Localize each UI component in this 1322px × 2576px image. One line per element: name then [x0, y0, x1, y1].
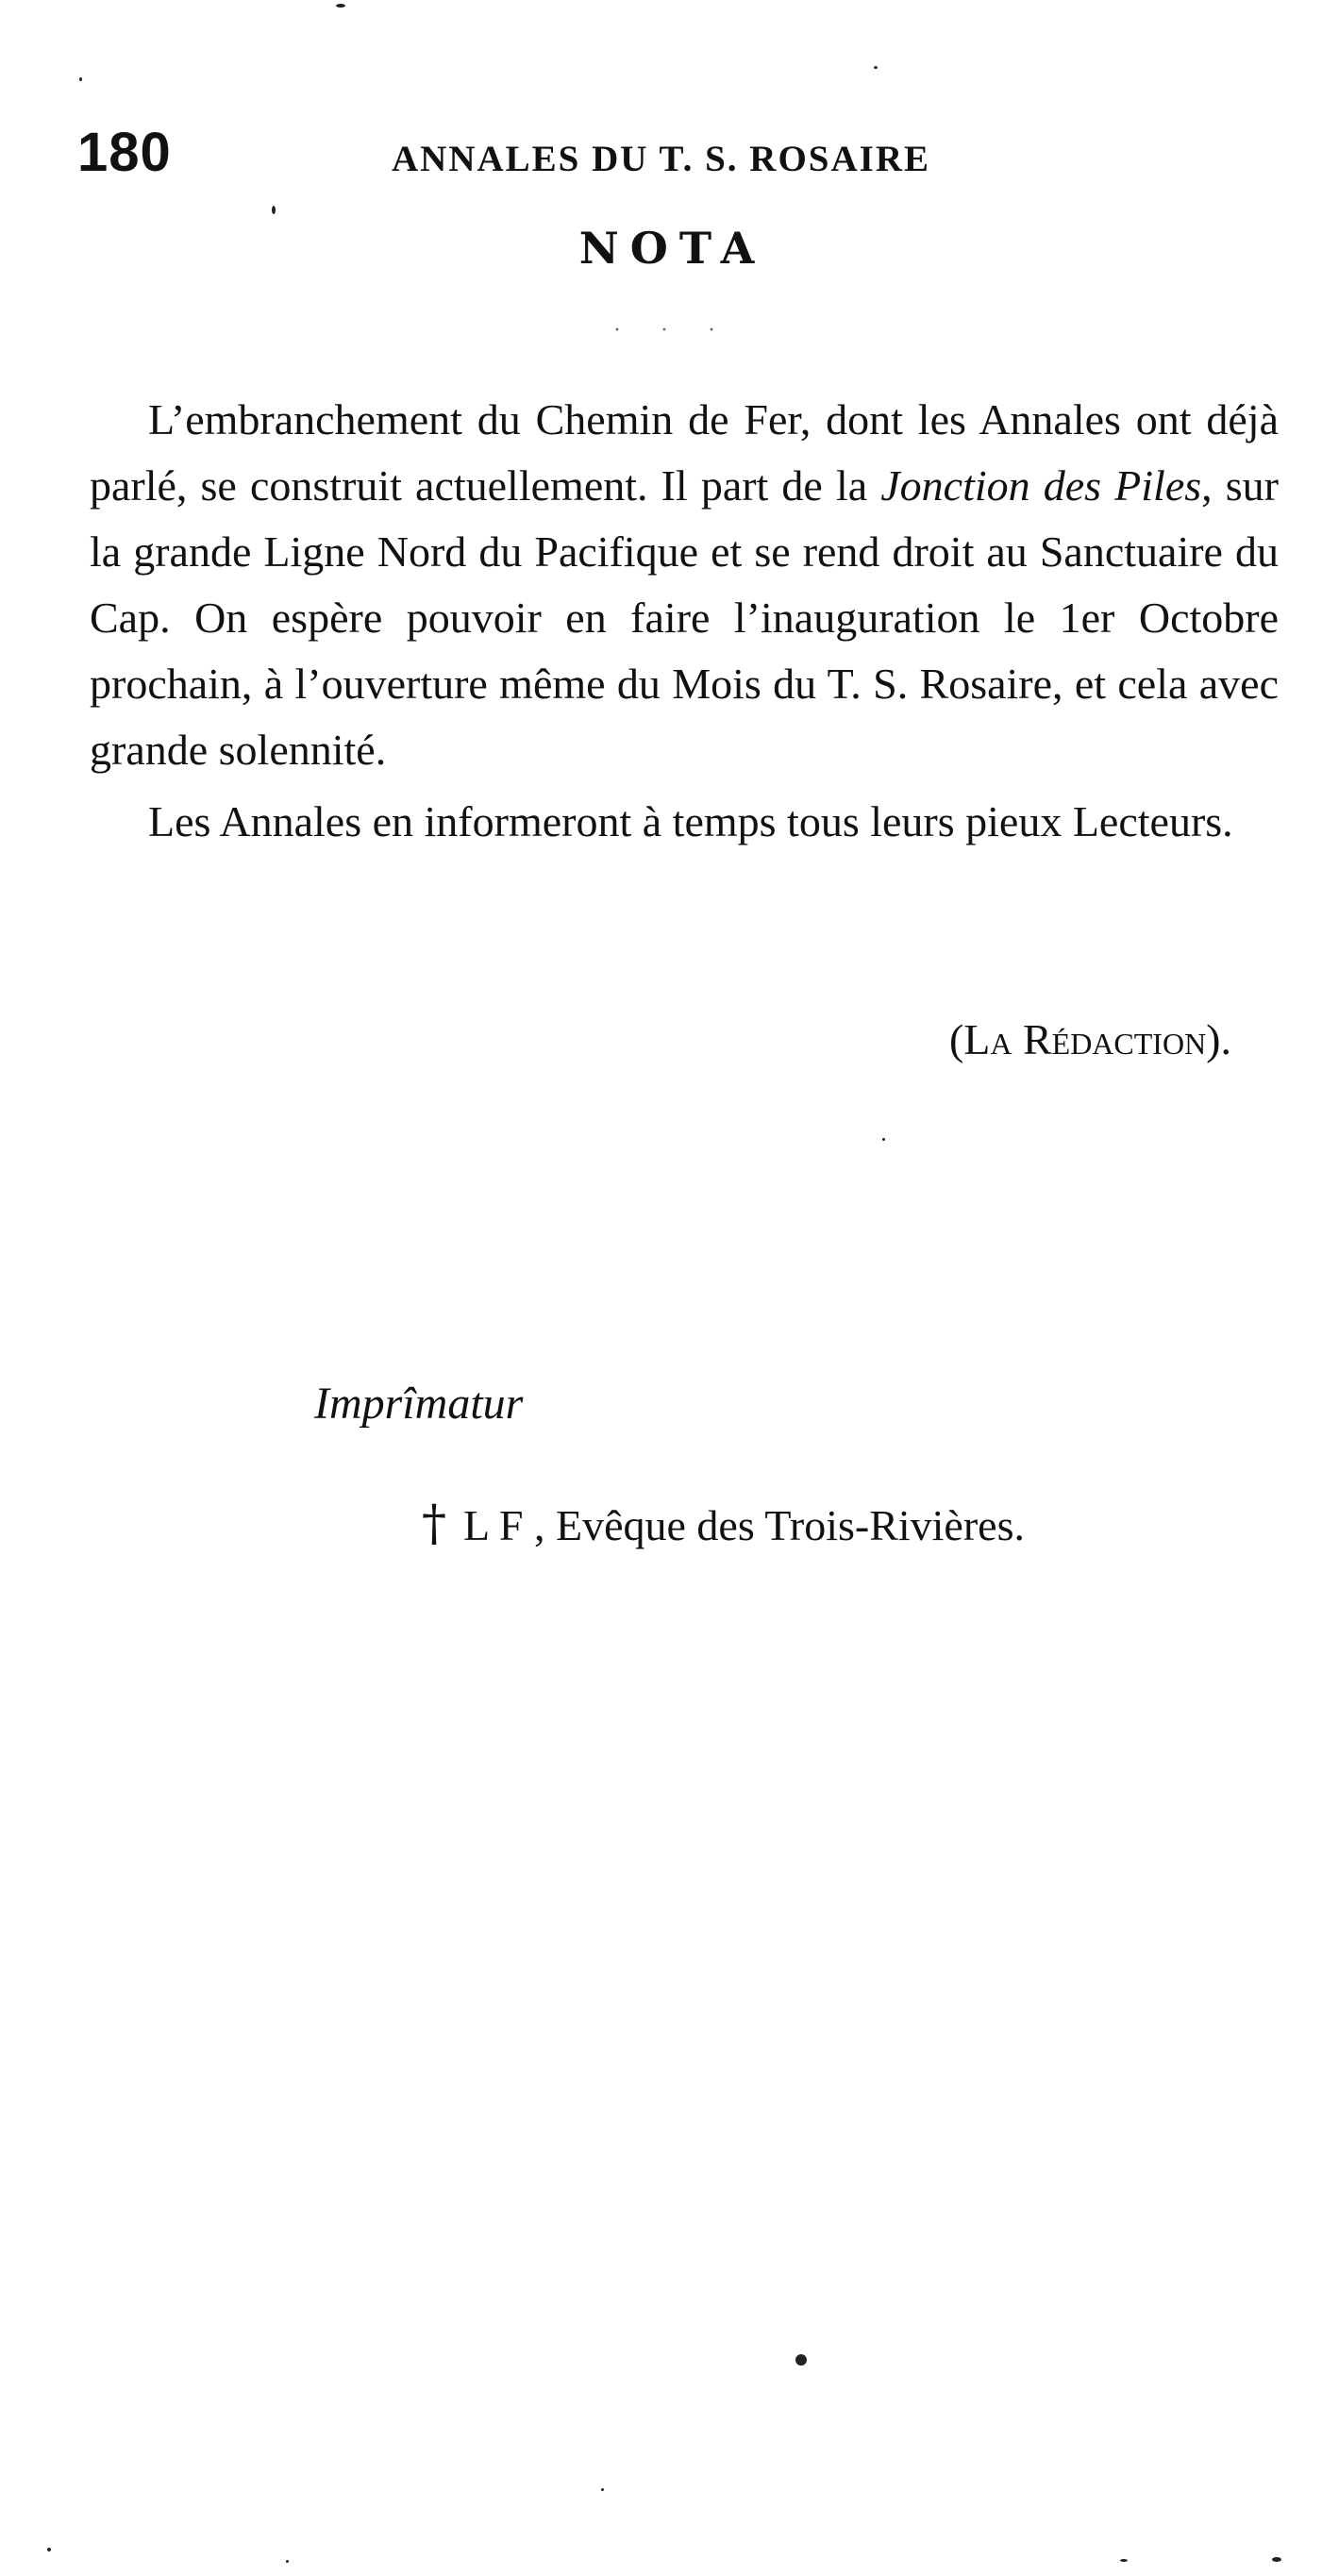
scan-speck [874, 66, 878, 69]
paragraph-1-italic: Jonction des Piles [880, 461, 1202, 510]
scan-speck [1272, 2557, 1281, 2562]
bishop-line [422, 1496, 1025, 1552]
cross-icon: † [422, 1496, 446, 1552]
scan-speck [1120, 2559, 1128, 2562]
scan-speck [601, 2488, 604, 2491]
scan-speck [47, 2548, 51, 2551]
bishop-name: L F , Evêque des Trois-Rivières. [463, 1501, 1025, 1549]
running-head: ANNALES DU T. S. ROSAIRE [392, 139, 931, 179]
scan-speck [336, 4, 345, 8]
body-text [90, 387, 1279, 855]
paragraph-1-end: , sur la grande Ligne Nord du Pacifique et se rend droit au Sanctuaire du Cap. On espère pouvoir en faire l’inauguration le 1er Octobre prochain, à l’ouverture même du Mois du T. S. Rosaire, et cela avec grande solennité. [90, 461, 1279, 774]
scan-speck [882, 1138, 885, 1141]
imprimatur-label: Imprîmatur [314, 1379, 524, 1429]
scan-speck [272, 206, 276, 214]
paragraph-2: Les Annales en informeront à temps tous leurs pieux Lecteurs. [148, 797, 1233, 845]
scan-speck [286, 2560, 289, 2563]
signature: (La Rédaction). [948, 1015, 1231, 1063]
scan-speck [795, 2354, 807, 2366]
section-title: NOTA [578, 223, 766, 274]
paragraph-1 [90, 387, 1279, 783]
scan-speck [79, 77, 82, 81]
paragraph-1-start: L’embranchement du Chemin de Fer, dont les Annales ont déjà parlé, se construit actuellement. Il part de la [90, 395, 1279, 510]
title-ornament-dots: · · · [613, 318, 732, 343]
page-number: 180 [77, 122, 172, 183]
